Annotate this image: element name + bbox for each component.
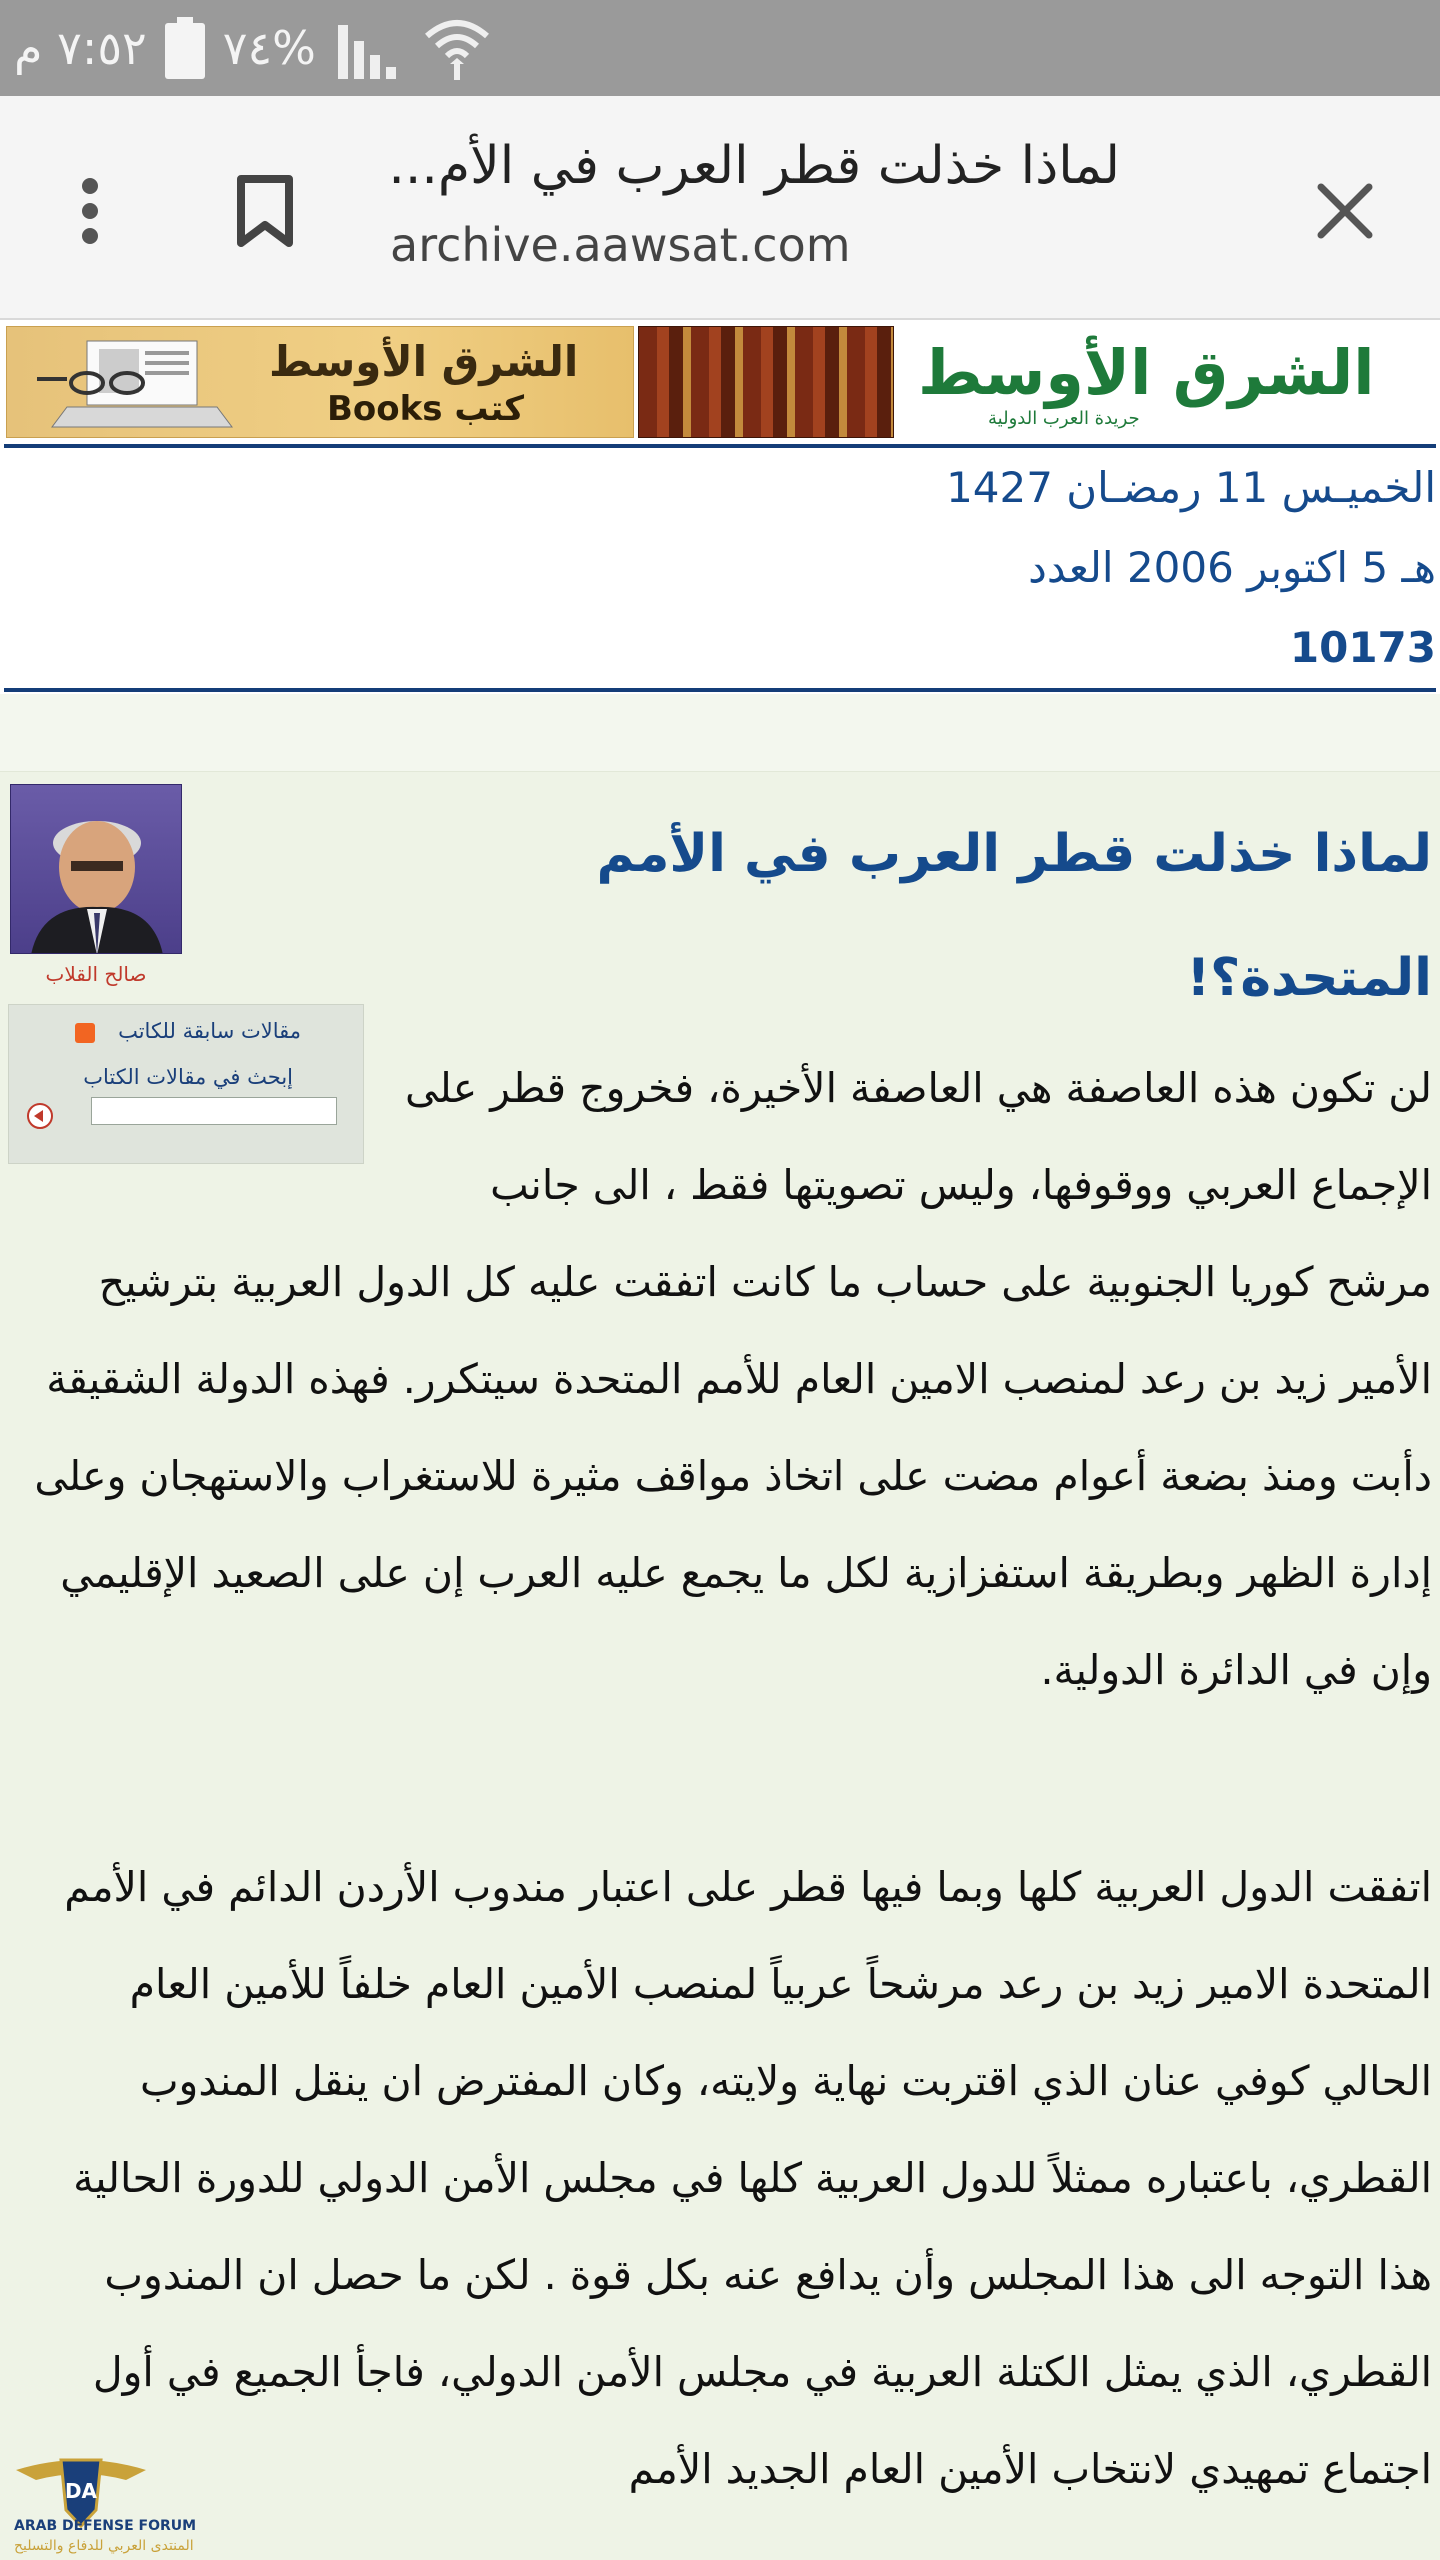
battery-level: %٧٤: [222, 21, 316, 75]
address-display[interactable]: [390, 136, 1150, 286]
article-paragraph: [12, 1040, 1432, 1719]
date-line-hijri: الخميـس 11 رمضـان 1427: [946, 463, 1436, 512]
article-paragraph: اتفقت الدول العربية كلها وبما فيها قطر على اعتبار مندوب الأردن الدائم في الأمم المتحدة الامير زيد بن رعد مرشحاً عربياً لمنصب الأمين العام خلفاً للأمين العام الحالي كوفي عنان الذي اقتربت نهاية ولايته، وكان المفترض ان ينقل المندوب القطري، باعتباره ممثلاً للدول العربية كلها في مجلس الأمن الدولي للدورة الحالية هذا التوجه الى هذا المجلس وأن يدافع عنه بكل قوة . لكن ما حصل ان المندوب القطري، الذي يمثل الكتلة العربية في مجلس الأمن الدولي، فاجأ الجميع في أول اجتماع تمهيدي لانتخاب الأمين العام الجديد الأمم: [64, 1863, 1432, 2493]
site-banner: [6, 326, 1436, 438]
divider: [4, 688, 1436, 692]
svg-text:DA: DA: [64, 2479, 98, 2503]
laptop-illustration: [27, 337, 237, 433]
article-area: [0, 694, 1440, 2560]
signal-icon: [334, 17, 404, 79]
books-banner-label: Books كتب: [327, 389, 524, 429]
bookmark-icon[interactable]: [225, 166, 305, 256]
page-title: لماذا خذلت قطر العرب في الأم...: [388, 136, 1120, 196]
newspaper-logo[interactable]: [898, 326, 1436, 438]
status-left: [14, 14, 492, 82]
forum-watermark-ar: المنتدى العربي للدفاع والتسليح: [14, 2538, 194, 2554]
issue-number: 10173: [1289, 623, 1436, 672]
author-name[interactable]: صالح القلاب: [45, 962, 147, 986]
wifi-icon: [422, 14, 492, 82]
more-vert-icon[interactable]: [60, 166, 120, 256]
logo-subtitle: جريدة العرب الدولية: [988, 408, 1140, 429]
header-band: [0, 694, 1440, 772]
clock: ٧:٥٢ م: [14, 21, 147, 75]
date-line-gregorian: هـ 5 اكتوبر 2006 العدد: [1028, 543, 1436, 592]
battery-icon: [165, 17, 205, 79]
page-url: archive.aawsat.com: [390, 218, 851, 272]
issue-date: [0, 448, 1436, 688]
article-title: لماذا خذلت قطر العرب في الأمم المتحدة؟!: [596, 824, 1432, 1008]
forum-watermark-en: ARAB DEFENSE FORUM: [14, 2518, 197, 2534]
close-icon[interactable]: [1300, 166, 1390, 256]
status-bar: [0, 0, 1440, 96]
previous-articles-link[interactable]: مقالات سابقة للكاتب: [118, 1019, 301, 1043]
search-articles-label: إبحث في مقالات الكتاب: [83, 1065, 293, 1089]
sidebar-float-spacer: [12, 1040, 392, 1234]
books-banner-title: الشرق الأوسط: [269, 337, 579, 386]
library-image: [638, 326, 894, 438]
books-banner[interactable]: [6, 326, 634, 438]
browser-toolbar: [0, 96, 1440, 320]
paragraph-text: لن تكون هذه العاصفة هي العاصفة الأخيرة، فخروج قطر على الإجماع العربي ووقوفها، وليس تصويتها فقط ، الى جانب مرشح كوريا الجنوبية على حساب ما كانت اتفقت عليه كل الدول العربية بترشيح الأمير زيد بن رعد لمنصب الامين العام للأمم المتحدة سيتكرر. فهذه الدولة الشقيقة دأبت ومنذ بضعة أعوام مضت على اتخاذ مواقف مثيرة للاستغراب والاستهجان وعلى إدارة الظهر وبطريقة استفزازية لكل ما يجمع عليه العرب إن على الصعيد الإقليمي وإن في الدائرة الدولية.: [34, 1064, 1432, 1694]
author-photo: [10, 784, 182, 954]
logo-text: الشرق الأوسط: [918, 336, 1375, 409]
